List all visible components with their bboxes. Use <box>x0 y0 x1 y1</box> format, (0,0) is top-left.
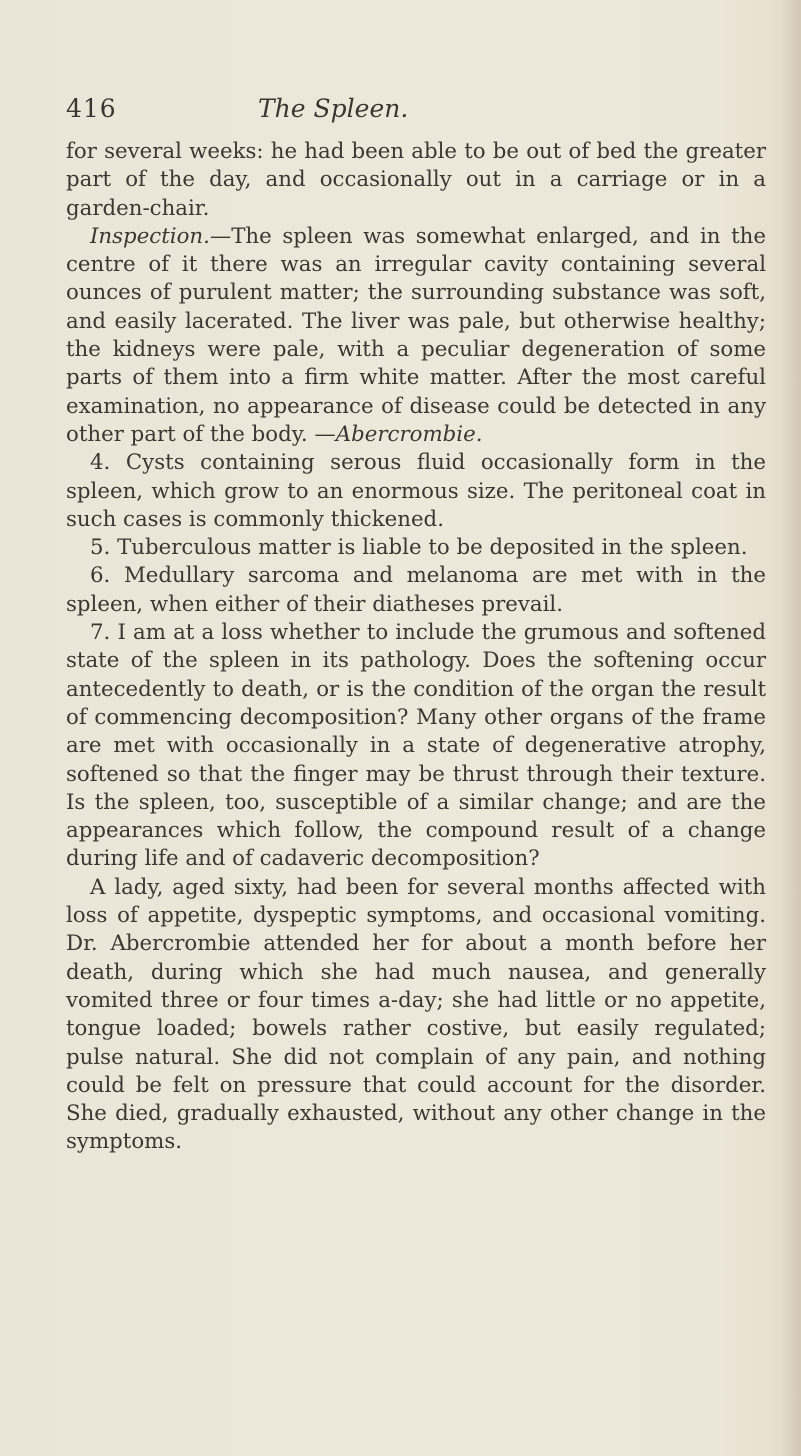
paragraph-text: 4. Cysts containing serous fluid occasionally form in the spleen, which grow to an enormous size. The peritoneal coat in such cases is commonly thickened. <box>66 450 766 532</box>
paragraph-inspection <box>66 223 766 449</box>
paragraph-text: for several weeks: he had been able to be out of bed the greater part of the day, and occasionally out in a carriage or in a garden-chair. <box>66 139 766 221</box>
paragraph-item-7 <box>66 619 766 874</box>
page-number: 416 <box>66 94 117 123</box>
paragraph-item-4 <box>66 449 766 534</box>
inspection-heading: Inspection. <box>90 223 210 249</box>
paragraph-text: 7. I am at a loss whether to include the grumous and softened state of the spleen in its pathology. Does the softening occur antecedently to death, or is the condition of the organ the result of commencing decomposition? Many other organs of the frame are met with occasionally in a state of degenerative atrophy, softened so that the finger may be thrust through their texture. Is the spleen, too, susceptible of a similar change; and are the appearances which follow, the compound result of a change during life and of cadaveric decomposition? <box>66 620 766 872</box>
author-citation: Abercrombie. <box>335 421 483 447</box>
paragraph-text: A lady, aged sixty, had been for several months affected with loss of appetite, dyspeptic symptoms, and occasional vomiting. Dr. Abercrombie attended her for about a month before her death, during which she had much nausea, and generally vomited three or four times a-day; she had little or no appetite, tongue loaded; bowels rather costive, but easily regulated; pulse natural. She did not complain of any pain, and nothing could be felt on pressure that could account for the disorder. She died, gradually exhausted, without any other change in the symptoms. <box>66 874 766 1155</box>
paragraph-text: 6. Medullary sarcoma and melanoma are met with in the spleen, when either of their diatheses prevail. <box>66 563 766 617</box>
body-text <box>66 138 766 1157</box>
paragraph-item-6 <box>66 562 766 619</box>
page-edge-shadow <box>779 0 801 1456</box>
paragraph-case-report <box>66 874 766 1157</box>
paragraph-continuation <box>66 138 766 223</box>
paragraph-text: —The spleen was somewhat enlarged, and in the centre of it there was an irregular cavity containing several ounces of purulent matter; the surrounding substance was soft, and easily lacerated. The liver was pale, but otherwise healthy; the kidneys were pale, with a peculiar degeneration of some parts of them into a firm white matter. After the most careful examination, no appearance of disease could be detected in any other part of the body. — <box>66 223 766 447</box>
running-header <box>66 94 766 128</box>
running-title: The Spleen. <box>258 94 409 123</box>
paragraph-text: 5. Tuberculous matter is liable to be deposited in the spleen. <box>90 535 748 561</box>
paragraph-item-5 <box>66 534 766 562</box>
